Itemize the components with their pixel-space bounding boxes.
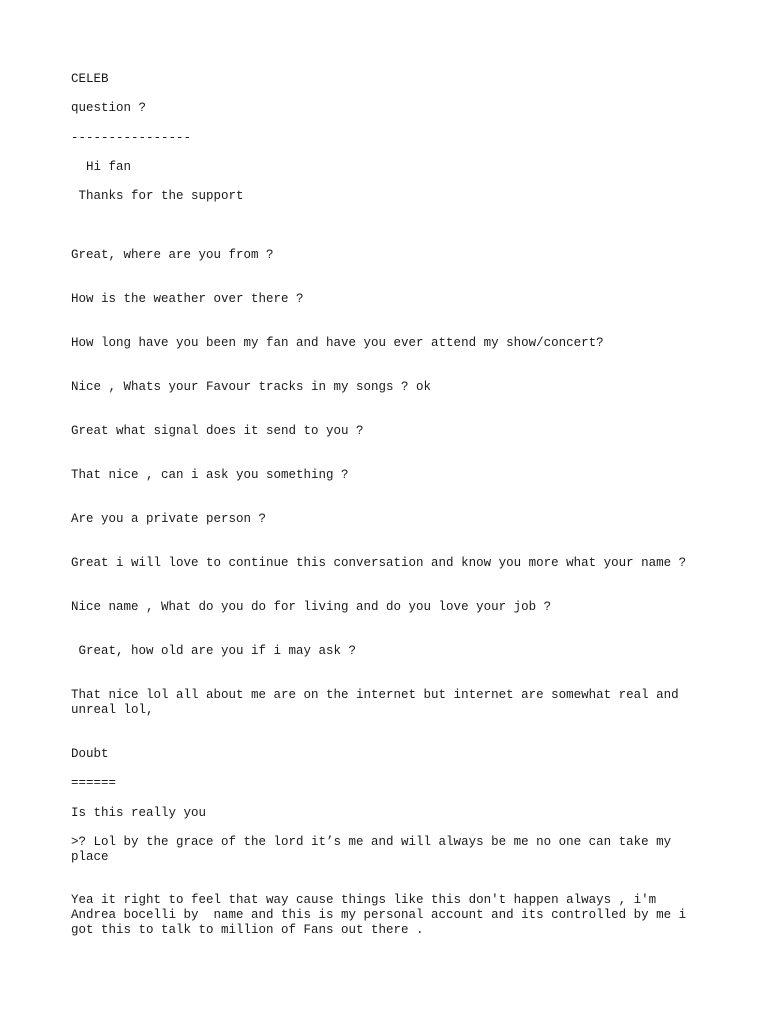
message-line: Hi fan [71,160,132,174]
separator-line: ---------------- [71,131,192,145]
section-heading-doubt: Doubt [71,747,109,761]
message-line: Great what signal does it send to you ? [71,424,364,438]
message-line: Great i will love to continue this conversation and know you more what your name ? [71,556,687,570]
message-paragraph: Yea it right to feel that way cause things like this don't happen always , i'm Andrea bocelli by name and this is my personal account and its controlled by me i got this to talk to million of Fans out there . [71,893,694,937]
message-line: Are you a private person ? [71,512,267,526]
separator-line: ====== [71,776,117,790]
message-line: How long have you been my fan and have you ever attend my show/concert? [71,336,604,350]
message-line: Nice , Whats your Favour tracks in my songs ? ok [71,380,432,394]
message-paragraph: >? Lol by the grace of the lord it’s me and will always be me no one can take my place [71,835,679,864]
message-line: Great, where are you from ? [71,248,274,262]
message-line: Great, how old are you if i may ask ? [71,644,357,658]
doc-heading: CELEB [71,72,109,86]
message-line: Is this really you [71,806,207,820]
message-line: That nice , can i ask you something ? [71,468,349,482]
message-line: Nice name , What do you do for living and do you love your job ? [71,600,552,614]
doc-subheading: question ? [71,101,147,115]
message-line: Thanks for the support [71,189,244,203]
message-line: How is the weather over there ? [71,292,304,306]
message-paragraph: That nice lol all about me are on the internet but internet are somewhat real and unreal lol, [71,688,687,717]
